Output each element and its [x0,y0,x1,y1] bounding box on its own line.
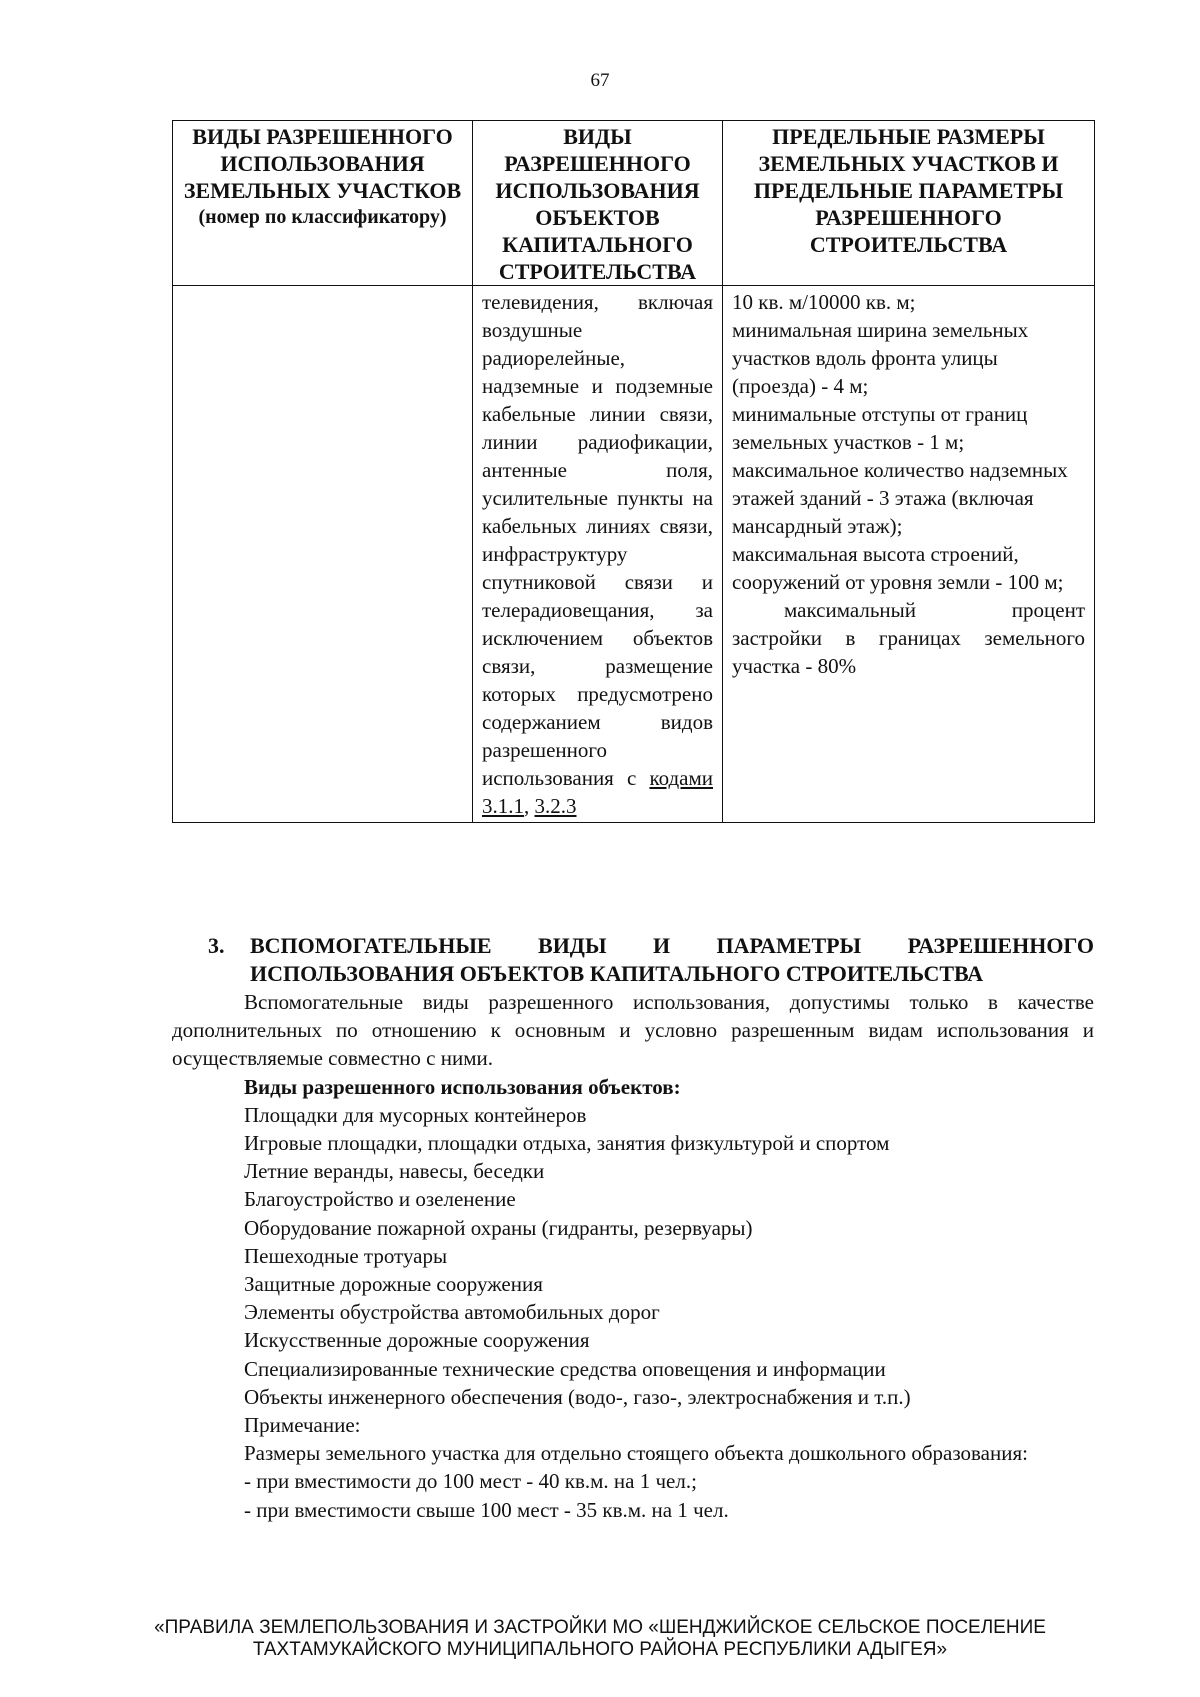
list-heading: Виды разрешенного использования объектов: [244,1074,681,1099]
header-land-use-types [173,121,473,286]
cell-capital-objects [473,286,723,823]
capital-objects-text: телевидения, включая воздушные радиорелейные, надземные и подземные кабельные линии связи, линии радиофикации, антенные поля, усилительные пункты на кабельных линиях связи, инфраструктуру спутниковой связи и телерадиовещания, за исключением объектов связи, размещение которых предусмотрено содержанием видов разрешенного использования [482,290,713,790]
document-footer [0,1617,1200,1661]
list-item: Благоустройство и озеленение [244,1187,516,1212]
list-item: Площадки для мусорных контейнеров [244,1102,587,1127]
table-header-row [173,121,1095,286]
section-title [250,932,1094,988]
list-item: Летние веранды, навесы, беседки [244,1159,545,1184]
list-item: Специализированные технические средства оповещения и информации [244,1356,886,1381]
parameter-line: минимальная ширина земельных участков вдоль фронта улицы (проезда) - 4 м; [732,318,1029,398]
section-number: 3. [208,933,225,958]
header-classifier-note: (номер по классификатору) [198,206,447,228]
list-item: Игровые площадки, площадки отдыха, занятия физкультурой и спортом [244,1131,890,1156]
note-text: Размеры земельного участка для отдельно стоящего объекта дошкольного образования: [244,1441,1028,1466]
cell-parameters [723,286,1095,823]
code-link-3-1-1[interactable]: кодами 3.1.1 [482,766,714,818]
capital-objects-prefix: с [626,766,650,790]
footer-line-1: «ПРАВИЛА ЗЕМЛЕПОЛЬЗОВАНИЯ И ЗАСТРОЙКИ МО «ШЕНДЖИЙСКОЕ СЕЛЬСКОЕ ПОСЕЛЕНИЕ [154,1617,1046,1638]
parameter-line: максимальная высота строений, сооружений от уровня земли - 100 м; [732,542,1064,594]
section-title-line-1: ВСПОМОГАТЕЛЬНЫЕ ВИДЫ И ПАРАМЕТРЫ РАЗРЕШЕННОГО [250,933,1094,958]
zoning-table [172,120,1095,823]
section-heading [172,932,1094,988]
section-intro: Вспомогательные виды разрешенного использования, допустимы только в качестве дополнительных по отношению к основным и условно разрешенным видам использования и осуществляемые совместно с ними. [172,990,1094,1071]
code-separator: , [524,794,535,818]
code-link-3-2-3[interactable]: 3.2.3 [534,794,577,818]
header-capital-construction-types: ВИДЫ РАЗРЕШЕННОГО ИСПОЛЬЗОВАНИЯ ОБЪЕКТОВ КАПИТАЛЬНОГО СТРОИТЕЛЬСТВА [473,121,723,286]
parameter-line: максимальное количество надземных этажей зданий - 3 этажа (включая мансардный этаж); [732,458,1068,538]
table-row [173,286,1095,823]
parameter-line: минимальные отступы от границ земельных участков - 1 м; [732,402,1028,454]
parameter-line-build-percent: максимальный процент застройки в границах земельного участка - 80% [732,598,1085,678]
list-item: Пешеходные тротуары [244,1243,448,1268]
section-title-line-2: ИСПОЛЬЗОВАНИЯ ОБЪЕКТОВ КАПИТАЛЬНОГО СТРОИТЕЛЬСТВА [250,961,984,986]
note-item: - при вместимости до 100 мест - 40 кв.м. на 1 чел.; [244,1469,697,1494]
section-3 [172,932,1094,1524]
note-item: - при вместимости свыше 100 мест - 35 кв.м. на 1 чел. [244,1497,729,1522]
page-number: 67 [590,70,610,91]
list-item: Защитные дорожные сооружения [244,1272,543,1297]
list-item: Объекты инженерного обеспечения (водо-, газо-, электроснабжения и т.п.) [244,1384,911,1409]
note-label: Примечание: [244,1413,361,1438]
list-item: Искусственные дорожные сооружения [244,1328,590,1353]
parameter-line: 10 кв. м/10000 кв. м; [732,290,916,314]
header-limit-parameters: ПРЕДЕЛЬНЫЕ РАЗМЕРЫ ЗЕМЕЛЬНЫХ УЧАСТКОВ И ПРЕДЕЛЬНЫЕ ПАРАМЕТРЫ РАЗРЕШЕННОГО СТРОИТЕЛЬСТВА [723,121,1095,286]
list-item: Элементы обустройства автомобильных дорог [244,1300,660,1325]
cell-land-use [173,286,473,823]
list-item: Оборудование пожарной охраны (гидранты, резервуары) [244,1215,753,1240]
footer-line-2: ТАХТАМУКАЙСКОГО МУНИЦИПАЛЬНОГО РАЙОНА РЕСПУБЛИКИ АДЫГЕЯ» [252,1639,948,1660]
header-land-use-types-title: ВИДЫ РАЗРЕШЕННОГО ИСПОЛЬЗОВАНИЯ ЗЕМЕЛЬНЫХ УЧАСТКОВ [183,124,462,203]
